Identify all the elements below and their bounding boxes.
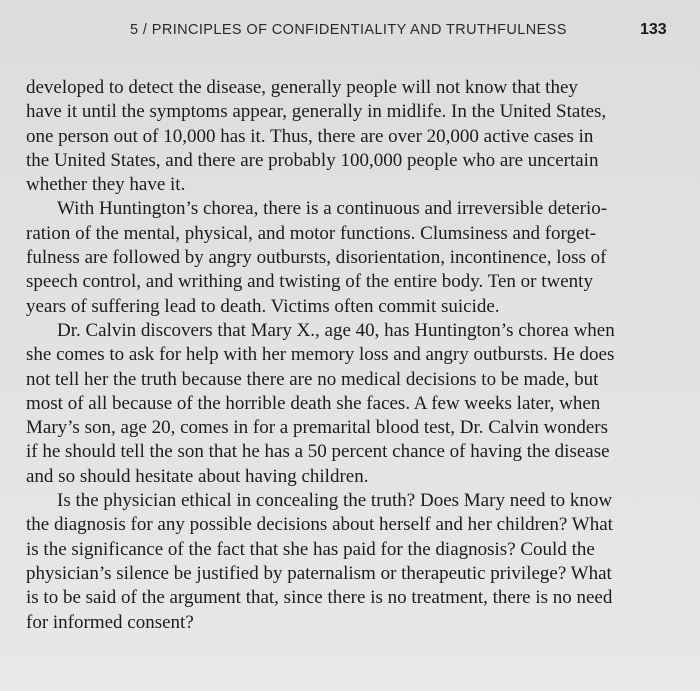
paragraph-start-line: Dr. Calvin discovers that Mary X., age 40, has Huntington’s chorea when [57,319,615,341]
text-line: if he should tell the son that he has a 50 percent chance of having the disease [26,441,610,463]
paragraph-start-line: Is the physician ethical in concealing the truth? Does Mary need to know [57,490,613,512]
text-line: have it until the symptoms appear, generally in midlife. In the United States, [26,101,607,123]
text-line: physician’s silence be justified by paternalism or therapeutic privilege? What [26,562,612,584]
text-line: the United States, and there are probably 100,000 people who are uncertain [26,149,599,171]
text-line: Mary’s son, age 20, comes in for a premarital blood test, Dr. Calvin wonders [26,417,609,439]
text-line: developed to detect the disease, generally people will not know that they [26,77,578,98]
text-line: for informed consent? [26,611,194,633]
text-line: not tell her the truth because there are no medical decisions to be made, but [26,368,599,390]
text-line: the diagnosis for any possible decisions about herself and her children? What [26,514,613,536]
text-line: is to be said of the argument that, since there is no treatment, there is no need [26,587,613,609]
text-line: is the significance of the fact that she has paid for the diagnosis? Could the [26,538,595,560]
text-line: ration of the mental, physical, and motor functions. Clumsiness and forget- [26,222,597,244]
text-line: and so should hesitate about having children. [26,465,369,487]
running-head: 5 / PRINCIPLES OF CONFIDENTIALITY AND TRUTHFULNESS [130,22,567,38]
text-line: speech control, and writhing and twisting of the entire body. Ten or twenty [26,271,593,293]
page-number: 133 [640,21,667,38]
body-text [26,76,690,635]
paragraph-start-line: With Huntington’s chorea, there is a continuous and irreversible deterio- [57,198,608,220]
text-line: years of suffering lead to death. Victims often commit suicide. [26,295,500,317]
text-line: whether they have it. [26,174,186,196]
text-line: she comes to ask for help with her memory loss and angry outbursts. He does [26,344,615,366]
text-line: most of all because of the horrible death she faces. A few weeks later, when [26,392,601,414]
text-line: one person out of 10,000 has it. Thus, there are over 20,000 active cases in [26,125,594,147]
text-line: fulness are followed by angry outbursts, disorientation, incontinence, loss of [26,247,607,269]
